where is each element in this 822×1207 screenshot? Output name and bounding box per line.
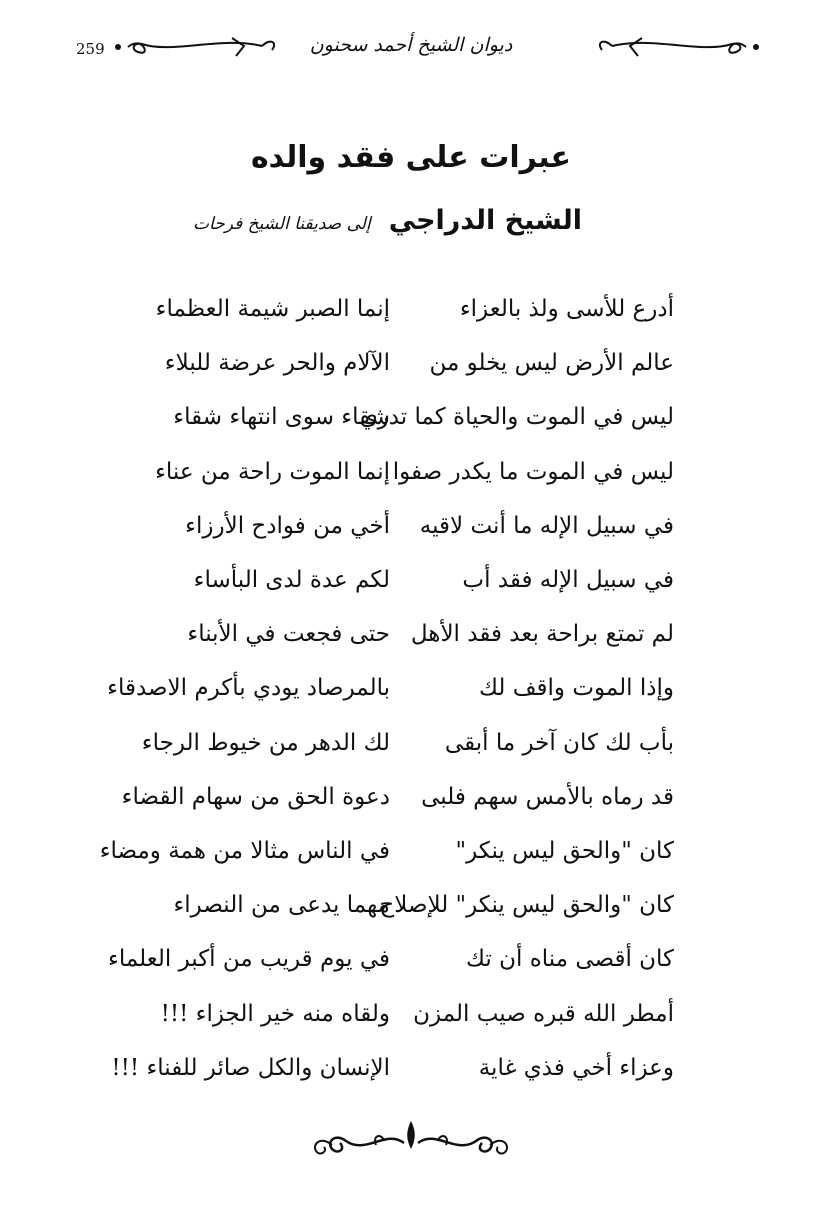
page-number: 259 bbox=[76, 40, 105, 58]
verse-second-hemistich: الإنسان والكل صائر للفناء !!! bbox=[111, 1054, 390, 1081]
verse-second-hemistich: الآلام والحر عرضة للبلاء bbox=[164, 350, 390, 377]
verse-second-hemistich: في يوم قريب من أكبر العلماء bbox=[108, 946, 390, 973]
verse-first-hemistich: في سبيل الإله فقد أب bbox=[462, 567, 674, 594]
verse-line bbox=[150, 553, 674, 607]
verse-line bbox=[150, 986, 674, 1040]
verse-first-hemistich: كان "والحق ليس ينكر" للإصلاح bbox=[379, 892, 674, 919]
verse-first-hemistich: كان "والحق ليس ينكر" bbox=[455, 837, 674, 864]
verse-line bbox=[150, 607, 674, 661]
verse-line bbox=[121, 770, 674, 824]
verse-second-hemistich: بالمرصاد يودي بأكرم الاصدقاء bbox=[107, 675, 390, 702]
running-title: ديوان الشيخ أحمد سحنون bbox=[309, 34, 513, 56]
verse-line bbox=[99, 824, 674, 878]
verse-first-hemistich: ليس في الموت ما يكدر صفوا bbox=[392, 458, 674, 485]
verse-second-hemistich: شقاء سوى انتهاء شقاء bbox=[173, 404, 390, 431]
verse-first-hemistich: وعزاء أخي فذي غاية bbox=[478, 1054, 674, 1081]
verse-line bbox=[150, 390, 674, 444]
verse-first-hemistich: أدرع للأسى ولذ بالعزاء bbox=[459, 296, 674, 323]
poem-title: عبرات على فقد والده bbox=[250, 140, 572, 175]
verse-line bbox=[150, 336, 674, 390]
verse-first-hemistich: عالم الأرض ليس يخلو من bbox=[429, 350, 674, 377]
poem-author: الشيخ الدراجي bbox=[388, 205, 582, 236]
verse-second-hemistich: أخي من فوادح الأرزاء bbox=[185, 512, 390, 539]
verse-first-hemistich: أمطر الله قبره صيب المزن bbox=[413, 1000, 674, 1027]
verse-second-hemistich: إنما الصبر شيمة العظماء bbox=[155, 296, 390, 323]
right-scroll-ornament-icon bbox=[592, 32, 762, 62]
poem-body bbox=[99, 282, 674, 1095]
verse-line bbox=[150, 282, 674, 336]
verse-second-hemistich: حتى فجعت في الأبناء bbox=[187, 621, 390, 648]
verse-line bbox=[150, 878, 674, 932]
verse-first-hemistich: لم تمتع براحة بعد فقد الأهل bbox=[410, 621, 674, 648]
verse-first-hemistich: قد رماه بالأمس سهم فلبى bbox=[421, 783, 674, 810]
verse-second-hemistich: مهما يدعى من النصراء bbox=[173, 892, 390, 919]
end-flourish-ornament-icon bbox=[306, 1115, 516, 1165]
verse-second-hemistich: لكم عدة لدى البأساء bbox=[193, 567, 390, 594]
verse-first-hemistich: كان أقصى مناه أن تك bbox=[466, 946, 674, 973]
verse-second-hemistich: دعوة الحق من سهام القضاء bbox=[121, 783, 390, 810]
poem-dedication: إلى صديقنا الشيخ فرحات bbox=[193, 214, 371, 234]
verse-first-hemistich: بأب لك كان آخر ما أبقى bbox=[444, 729, 674, 756]
verse-second-hemistich: إنما الموت راحة من عناء bbox=[155, 458, 390, 485]
verse-first-hemistich: في سبيل الإله ما أنت لاقيه bbox=[419, 512, 674, 539]
verse-line bbox=[150, 445, 674, 499]
verse-first-hemistich: وإذا الموت واقف لك bbox=[479, 675, 674, 702]
verse-line bbox=[107, 661, 674, 715]
verse-second-hemistich: في الناس مثالا من همة ومضاء bbox=[99, 837, 390, 864]
page-header bbox=[60, 22, 762, 72]
verse-line bbox=[108, 932, 674, 986]
verse-second-hemistich: ولقاه منه خير الجزاء !!! bbox=[160, 1000, 390, 1027]
verse-line bbox=[111, 1041, 674, 1095]
verse-first-hemistich: ليس في الموت والحياة كما تدري bbox=[359, 404, 674, 431]
verse-second-hemistich: لك الدهر من خيوط الرجاء bbox=[141, 729, 390, 756]
poem-byline bbox=[180, 205, 582, 236]
verse-line bbox=[141, 716, 674, 770]
verse-line bbox=[150, 499, 674, 553]
